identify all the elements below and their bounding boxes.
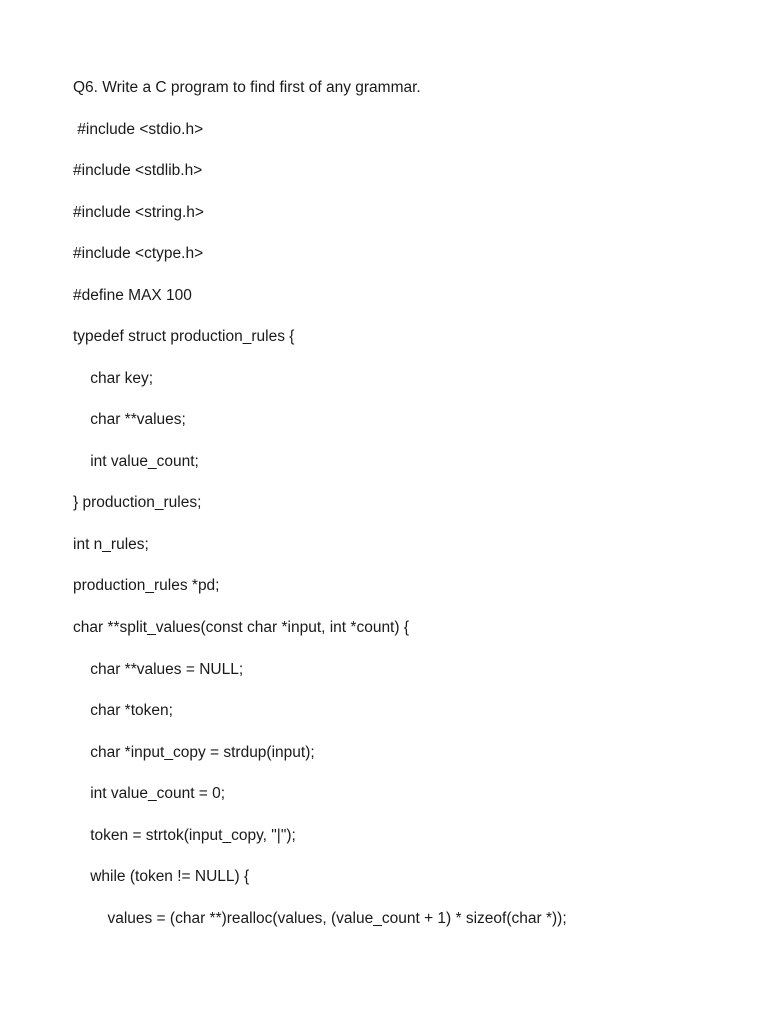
code-line: int n_rules; [73, 536, 149, 553]
code-line: } production_rules; [73, 494, 202, 511]
code-line: #include <ctype.h> [73, 245, 204, 262]
code-line: char **values = NULL; [73, 661, 244, 678]
code-line: while (token != NULL) { [73, 868, 250, 885]
code-line: #include <stdio.h> [73, 121, 204, 138]
code-line: int value_count = 0; [73, 785, 226, 802]
code-line: int value_count; [73, 453, 199, 470]
code-line: typedef struct production_rules { [73, 328, 295, 345]
code-line: char *input_copy = strdup(input); [73, 744, 315, 761]
code-line: char key; [73, 370, 154, 387]
question-heading: Q6. Write a C program to find first of any grammar. [73, 79, 421, 96]
code-line: char **split_values(const char *input, int *count) { [73, 619, 410, 636]
code-line: values = (char **)realloc(values, (value_count + 1) * sizeof(char *)); [73, 910, 567, 927]
code-line: #define MAX 100 [73, 287, 192, 304]
code-line: production_rules *pd; [73, 577, 220, 594]
code-line: char *token; [73, 702, 173, 719]
code-line: token = strtok(input_copy, "|"); [73, 827, 296, 844]
code-line: #include <stdlib.h> [73, 162, 203, 179]
code-line: #include <string.h> [73, 204, 204, 221]
code-line: char **values; [73, 411, 186, 428]
